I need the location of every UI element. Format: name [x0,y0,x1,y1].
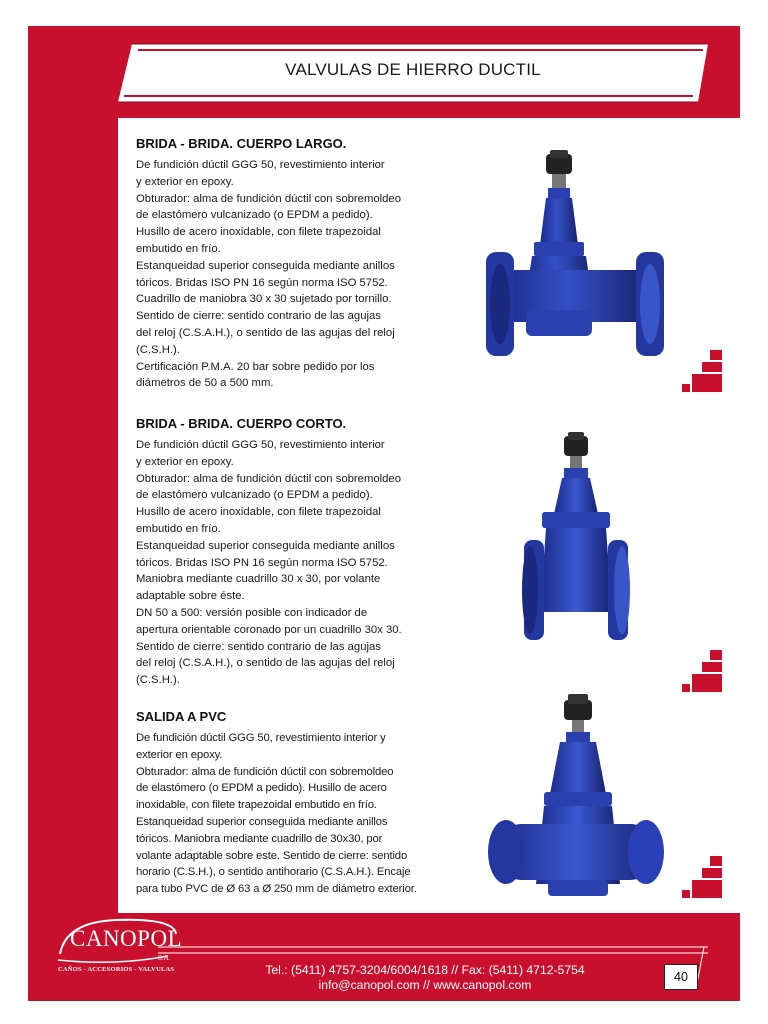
logo-tagline: CAÑOS - ACCESORIOS - VALVULAS [58,966,175,973]
section-long-body [136,136,436,392]
section-body: De fundición dúctil GGG 50, revestimiento interior y exterior en epoxy. Obturador: alma de fundición dúctil con sobremoldeo de elastómero (o EPDM a pedido). Husillo de acero inoxidable, con filete trapezoidal embutido en frío. Estanqueidad superior conseguida mediante anillos tóricos. Maniobra mediante cuadrillo de 30x30, por volante adaptable sobre este. Sentido de cierre: sentido horario (C.S.H.), o sentido antihorario (C.S.A.H.). Encaje para tubo PVC de Ø 63 a Ø 250 mm de diámetro exterior. [136,732,417,896]
valve-pvc-outlet-image [486,694,666,906]
steps-decoration-icon [680,856,724,900]
section-heading: BRIDA - BRIDA. CUERPO CORTO. [136,416,347,431]
page-title: VALVULAS DE HIERRO DUCTIL [285,60,541,79]
logo-suffix: S.A. [158,954,171,962]
steps-decoration-icon [680,350,724,394]
section-heading: BRIDA - BRIDA. CUERPO LARGO. [136,136,347,151]
logo-name: CANOPOL [70,926,183,951]
section-short-body [136,416,436,689]
valve-short-body-image [520,432,632,648]
section-body: De fundición dúctil GGG 50, revestimiento interior y exterior en epoxy. Obturador: alma de fundición dúctil con sobremoldeo de elastómero vulcanizado (o EPDM a pedido). Husillo de acero inoxidable, con filete trapezoidal embutido en frío. Estanqueidad superior conseguida mediante anillos tóricos. Bridas ISO PN 16 según norma ISO 5752. Maniobra mediante cuadrillo 30 x 30, por volante adaptable sobre éste. DN 50 a 500: versión posible con indicador de apertura orientable coronado por un cuadrillo 30x 30. Sentido de cierre: sentido contrario de las agujas del reloj (C.S.A.H.), o sentido de las agujas del reloj (C.S.H.). [136,439,402,687]
steps-decoration-icon [680,650,724,694]
footer-contact [210,963,640,993]
section-heading: SALIDA A PVC [136,709,227,724]
page-number: 40 [664,964,698,990]
title-banner [118,42,708,104]
section-body: De fundición dúctil GGG 50, revestimiento interior y exterior en epoxy. Obturador: alma de fundición dúctil con sobremoldeo de elastómero vulcanizado (o EPDM a pedido). Husillo de acero inoxidable, con filete trapezoidal embutido en frío. Estanqueidad superior conseguida mediante anillos tóricos. Bridas ISO PN 16 según norma ISO 5752. Cuadrillo de maniobra 30 x 30 sujetado por tornillo. Sentido de cierre: sentido contrario de las agujas del reloj (C.S.A.H.), o sentido de las agujas del reloj (C.S.H.). Certificación P.M.A. 20 bar sobre pedido por los diámetros de 50 a 500 mm. [136,159,402,390]
footer-phone-line: Tel.: (5411) 4757-3204/6004/1618 // Fax: (5411) 4712-5754 [265,963,585,977]
valve-long-body-image [486,150,668,360]
section-pvc-outlet [136,709,436,898]
footer-web-line: info@canopol.com // www.canopol.com [318,978,532,992]
